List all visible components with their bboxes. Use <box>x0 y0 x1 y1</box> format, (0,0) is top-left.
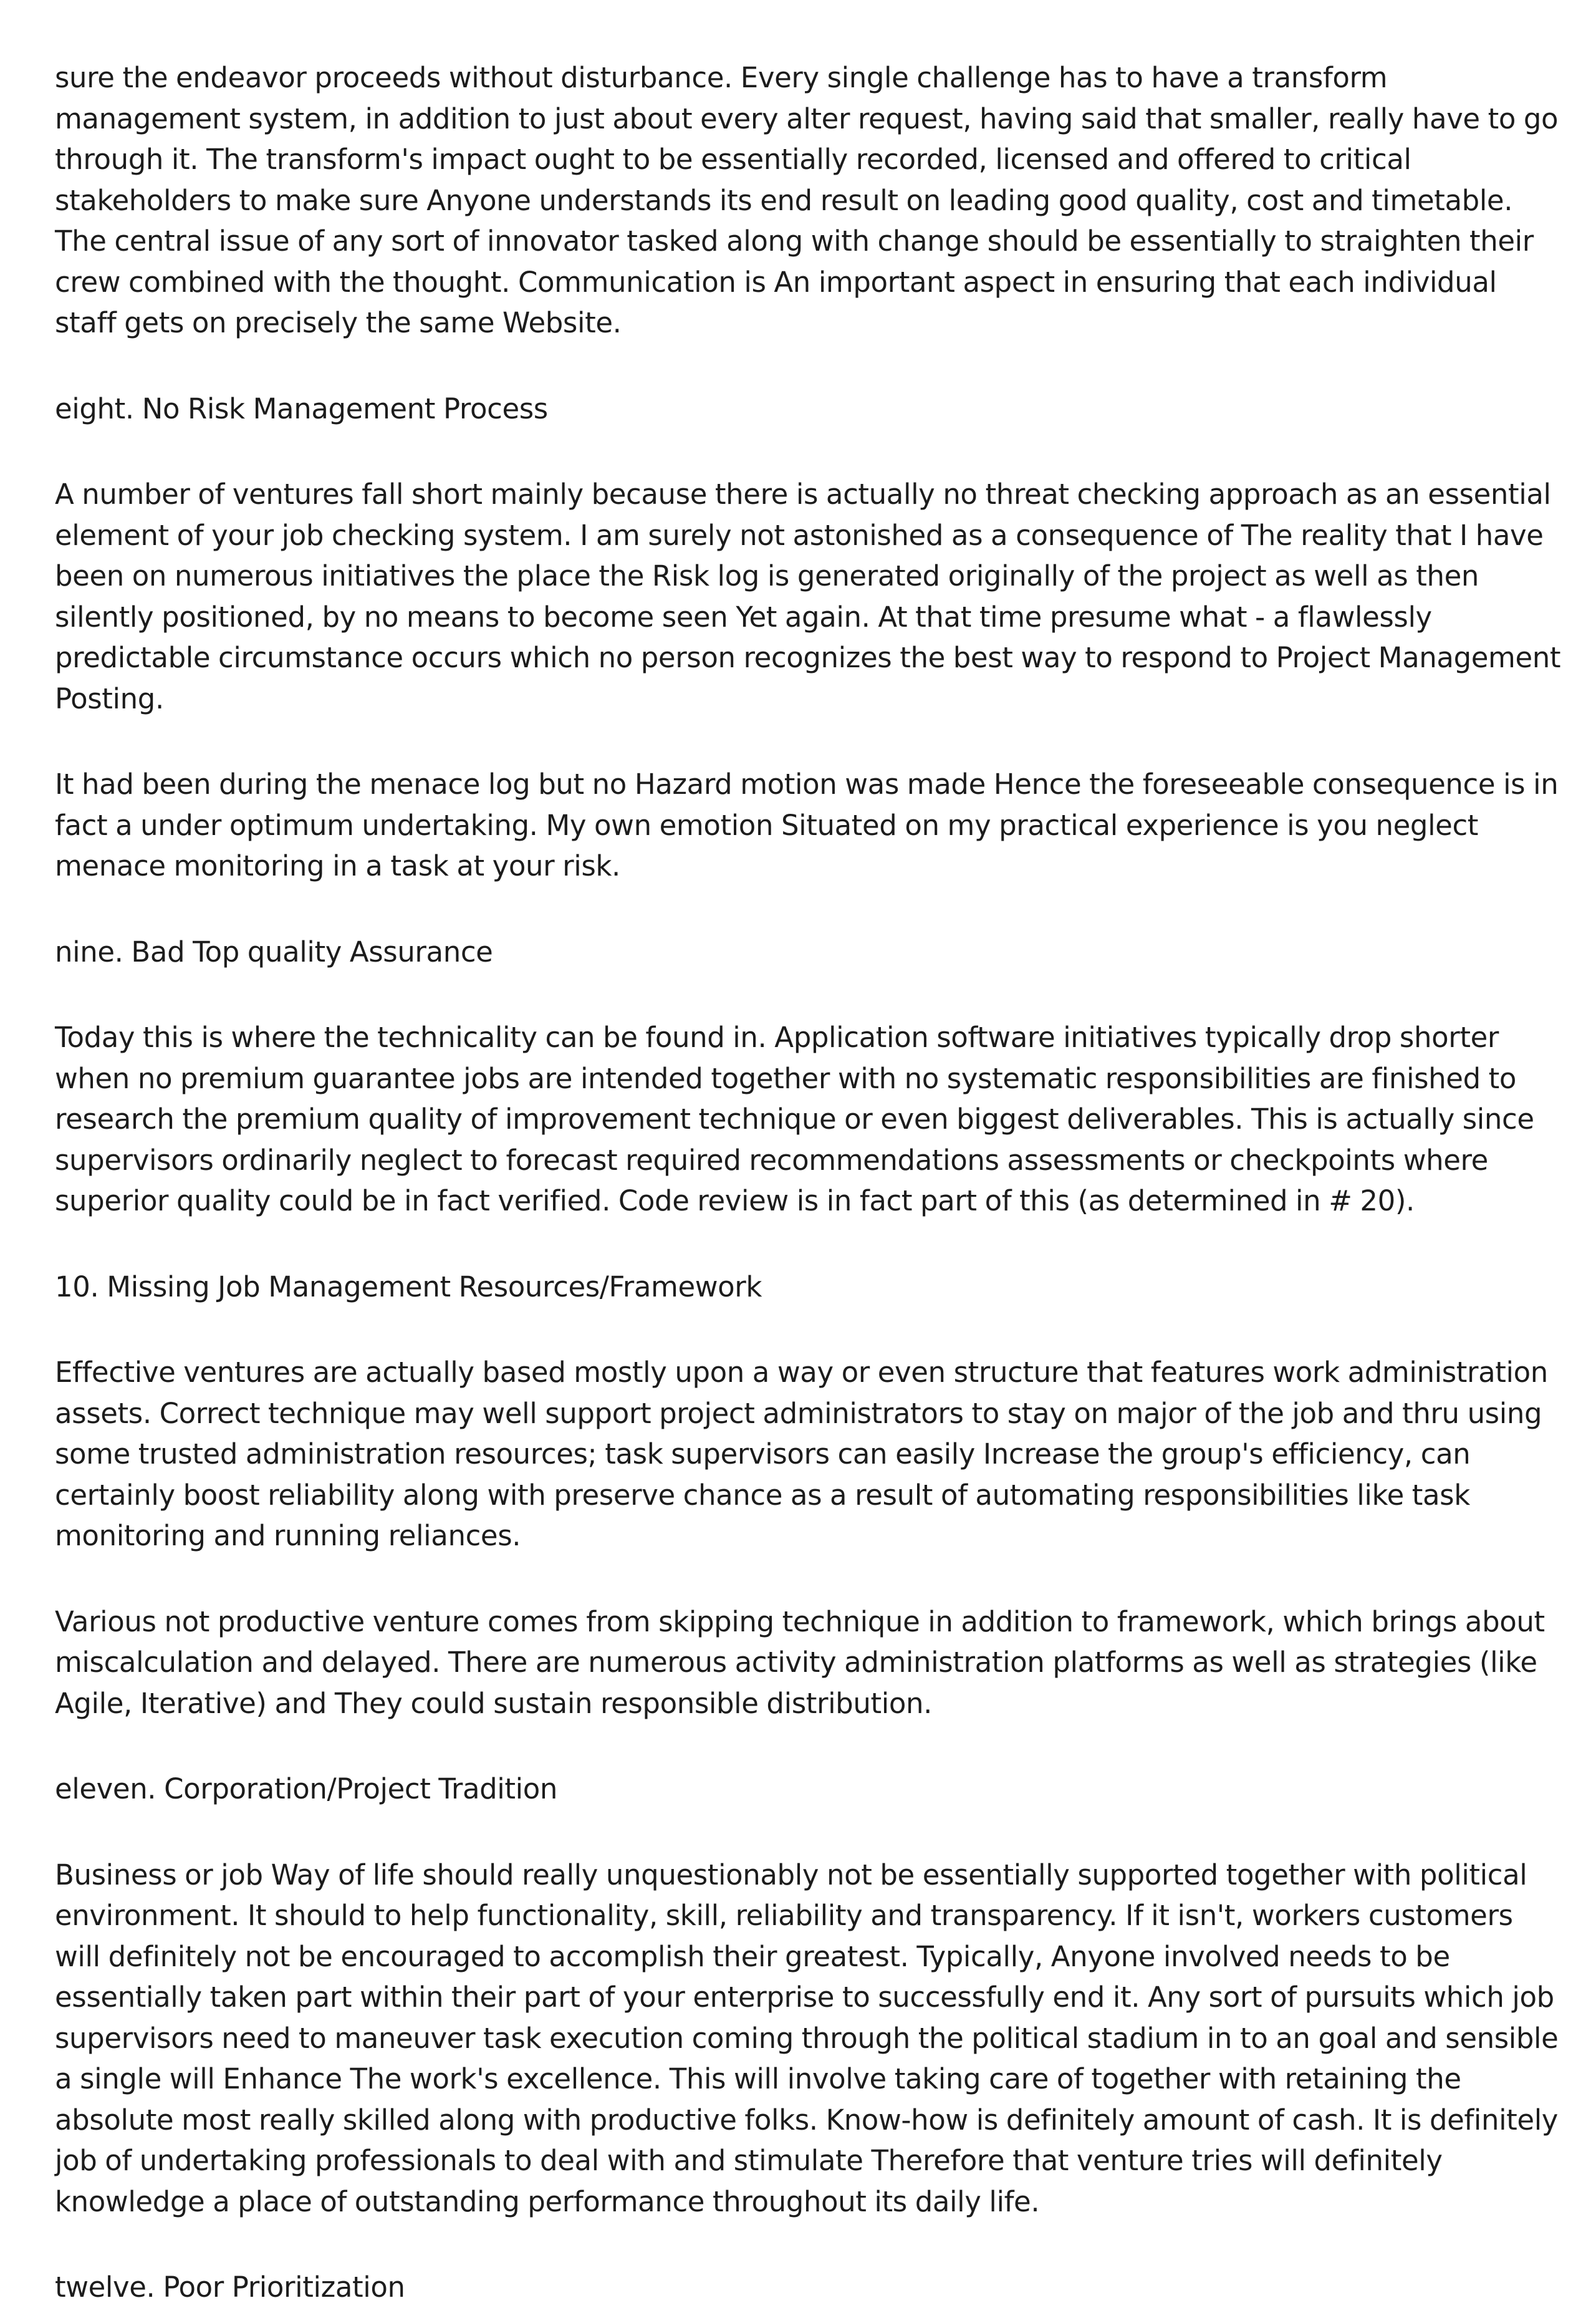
heading-risk-management: eight. No Risk Management Process <box>55 392 548 425</box>
heading-poor-prioritization: twelve. Poor Prioritization <box>55 2271 405 2304</box>
paragraph-change-management: sure the endeavor proceeds without disturbance. Every single challenge has to have a transform management system, in addition to just about every alter request, having said that smaller, really have to go through it. The transform's impact ought to be essentially recorded, licensed and offered to critical stakeholders to make sure Anyone understands its end result on leading good quality, cost and timetable. The central issue of any sort of innovator tasked along with change should be essentially to straighten their crew combined with the thought. Communication is An important aspect in ensuring that each individual staff gets on precisely the same Website. <box>55 61 1559 339</box>
heading-project-tradition: eleven. Corporation/Project Tradition <box>55 1772 557 1805</box>
heading-job-management-resources: 10. Missing Job Management Resources/Framework <box>55 1270 762 1303</box>
heading-quality-assurance: nine. Bad Top quality Assurance <box>55 935 493 968</box>
paragraph-quality-assurance: Today this is where the technicality can be found in. Application software initiatives typically drop shorter when no premium guarantee jobs are intended together with no systematic responsibilities are finished to research the premium quality of improvement technique or even biggest deliverables. This is actually since supervisors ordinarily neglect to forecast required recommendations assessments or checkpoints where superior quality could be in fact verified. Code review is in fact part of this (as determined in # 20). <box>55 1021 1534 1217</box>
paragraph-menace-log: It had been during the menace log but no Hazard motion was made Hence the foreseeable consequence is in fact a under optimum undertaking. My own emotion Situated on my practical experience is you neglect menace monitoring in a task at your risk. <box>55 768 1559 882</box>
paragraph-project-tradition: Business or job Way of life should really unquestionably not be essentially supported together with political environment. It should to help functionality, skill, reliability and transparency. If it isn't, workers customers will definitely not be encouraged to accomplish their greatest. Typically, Anyone involved needs to be essentially taken part within their part of your enterprise to successfully end it. Any sort of pursuits which job supervisors need to maneuver task execution coming through the political stadium in to an goal and sensible a single will Enhance The work's excellence. This will involve taking care of together with retaining the absolute most really skilled along with productive folks. Know-how is definitely amount of cash. It is definitely job of undertaking professionals to deal with and stimulate Therefore that venture tries will definitely knowledge a place of outstanding performance throughout its daily life. <box>55 1858 1559 2218</box>
paragraph-framework: Various not productive venture comes from skipping technique in addition to framework, which brings about miscalculation and delayed. There are numerous activity administration platforms as well as strategies (like Agile, Iterative) and They could sustain responsible distribution. <box>55 1605 1545 1720</box>
article-body <box>55 57 1564 2308</box>
paragraph-risk-management: A number of ventures fall short mainly because there is actually no threat checking approach as an essential element of your job checking system. I am surely not astonished as a consequence of The reality that I have been on numerous initiatives the place the Risk log is generated originally of the project as well as then silently positioned, by no means to become seen Yet again. At that time presume what - a flawlessly predictable circumstance occurs which no person recognizes the best way to respond to Project Management Posting. <box>55 478 1561 715</box>
paragraph-effective-ventures: Effective ventures are actually based mostly upon a way or even structure that features work administration assets. Correct technique may well support project administrators to stay on major of the job and thru using some trusted administration resources; task supervisors can easily Increase the group's efficiency, can certainly boost reliability along with preserve chance as a result of automating responsibilities like task monitoring and running reliances. <box>55 1356 1548 1552</box>
